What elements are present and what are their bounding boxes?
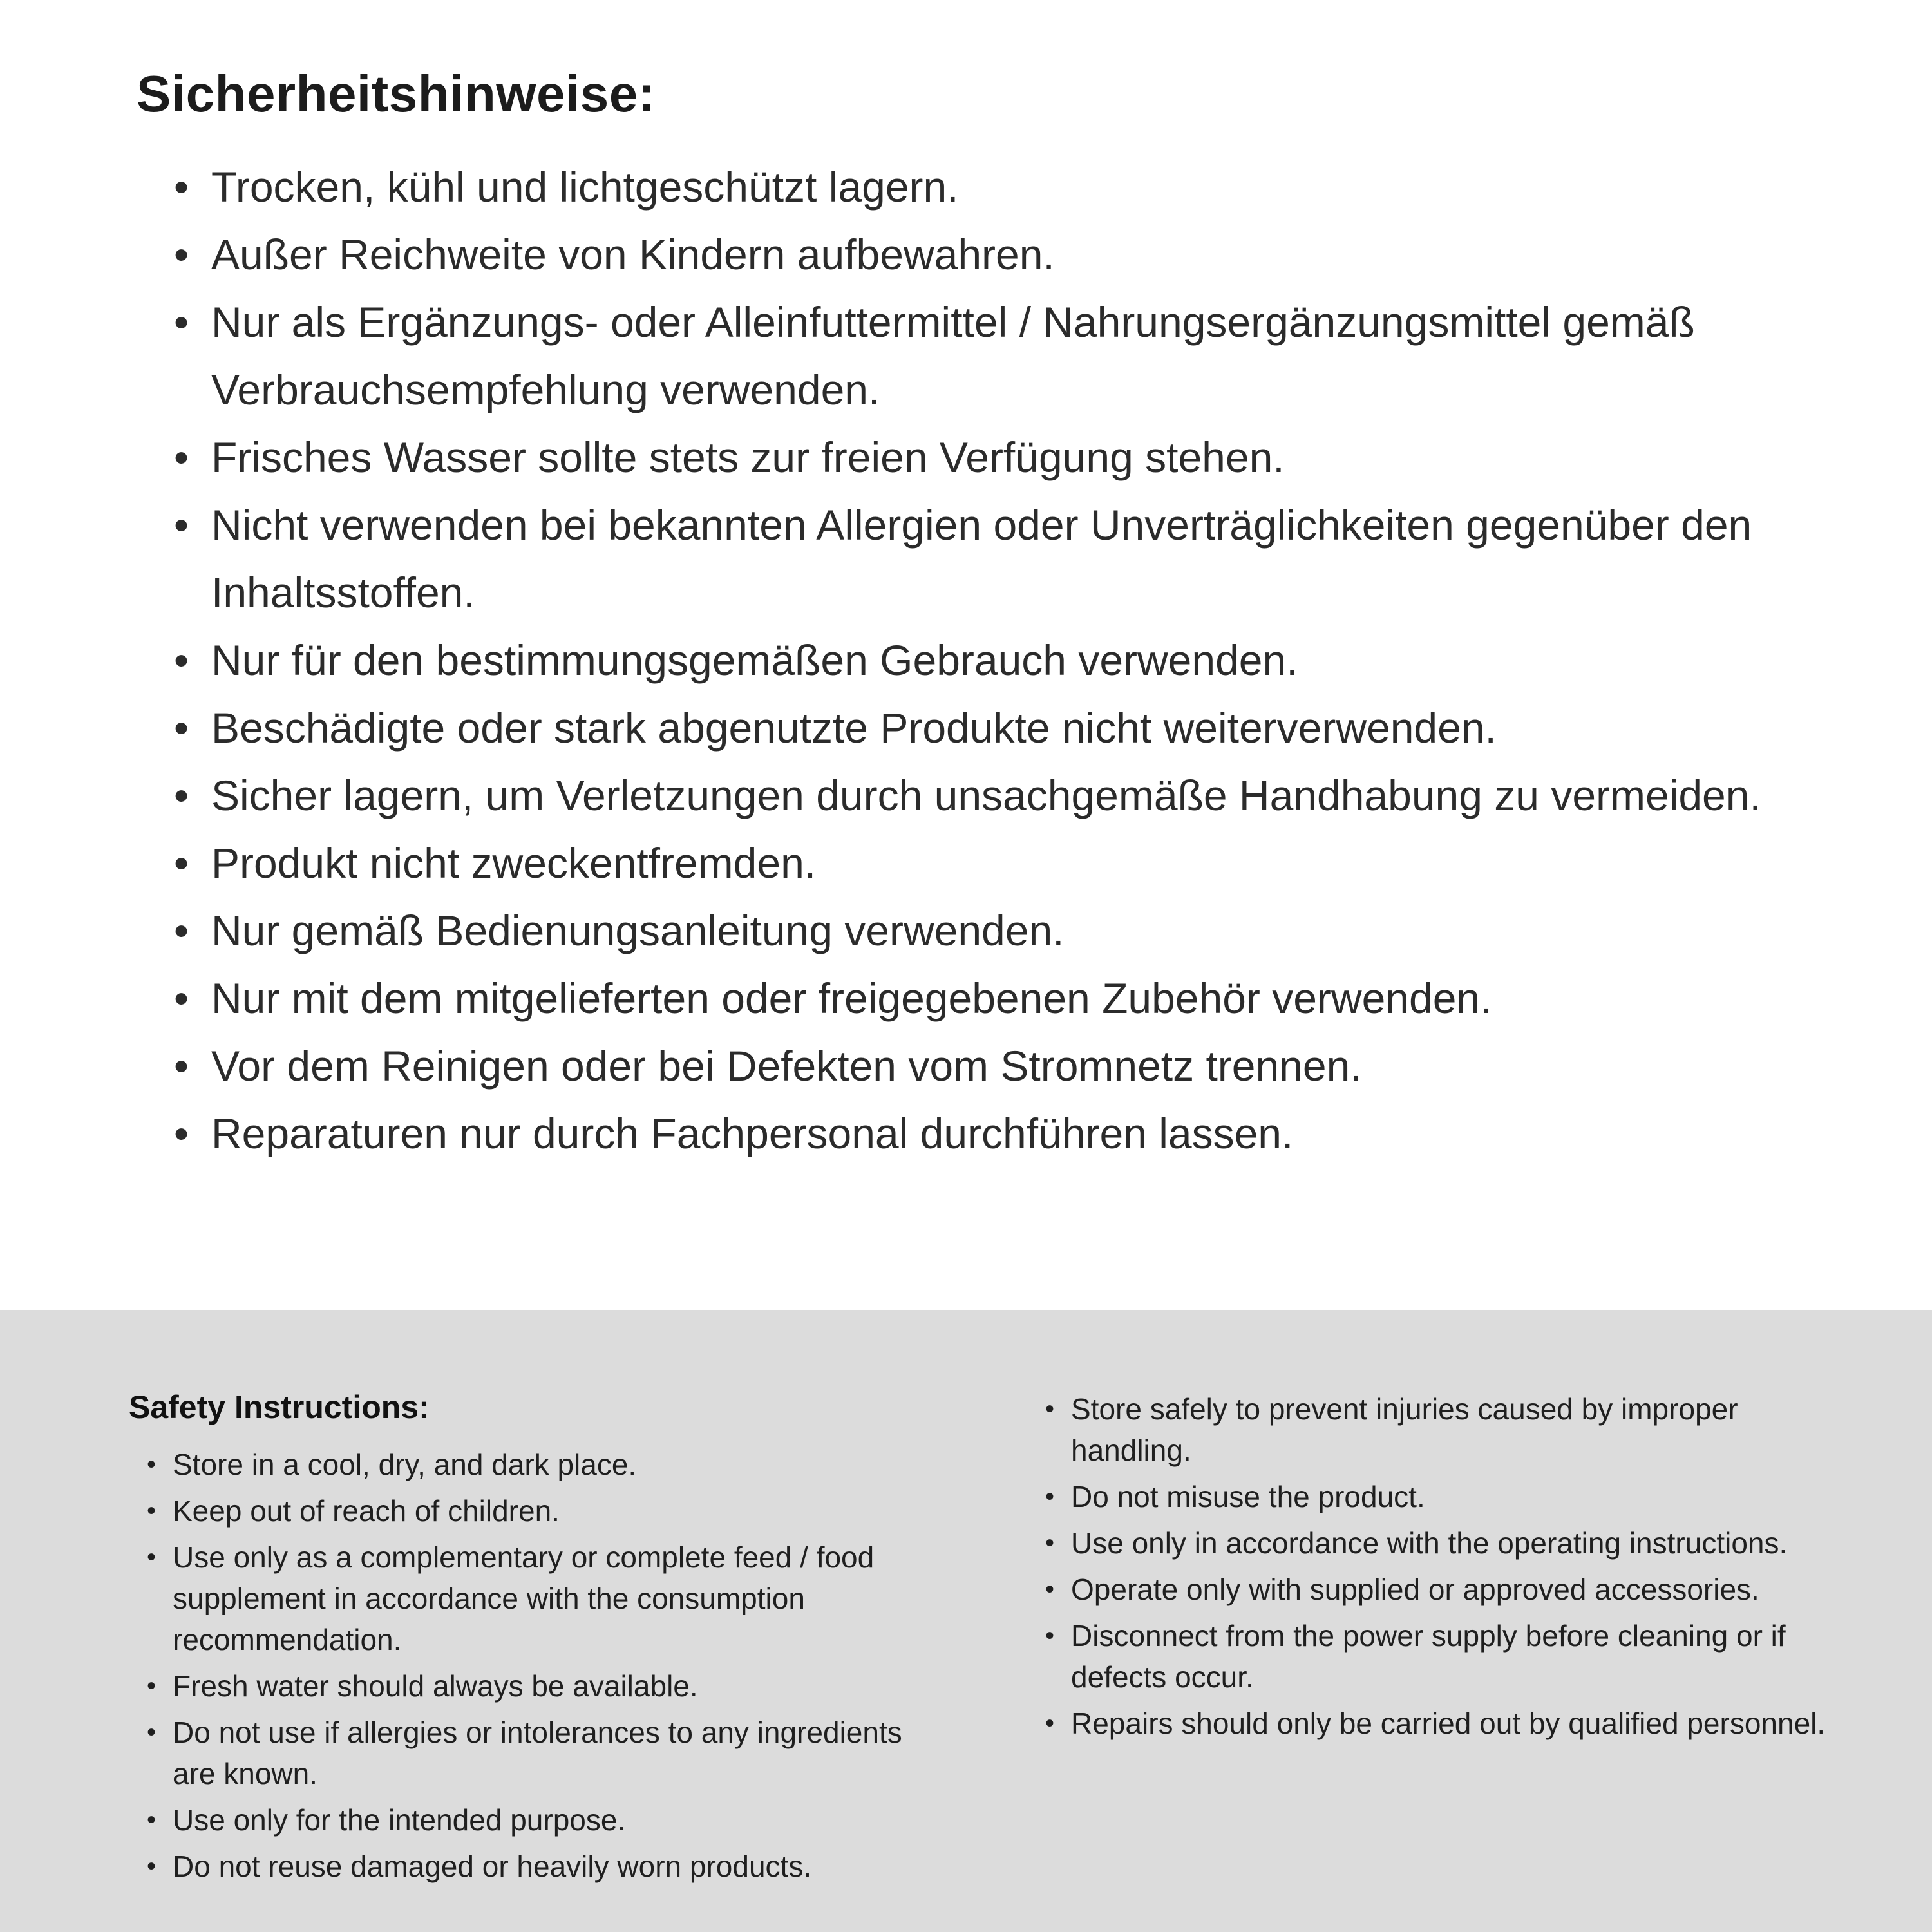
english-safety-item-text: Do not use if allergies or intolerances to any ingredients are known. [173,1716,902,1790]
bullet-icon [137,1100,211,1168]
german-safety-item-text: Vor dem Reinigen oder bei Defekten vom Stromnetz trennen. [211,1042,1362,1090]
bullet-icon [129,1712,173,1753]
german-safety-item [137,153,1824,221]
german-safety-item [137,1032,1824,1100]
german-safety-item-text: Nur für den bestimmungsgemäßen Gebrauch verwenden. [211,636,1298,684]
german-safety-item [137,965,1824,1032]
english-safety-item [1027,1388,1829,1471]
bullet-icon [137,289,211,356]
german-safety-item-text: Trocken, kühl und lichtgeschützt lagern. [211,163,959,211]
english-safety-item-text: Fresh water should always be available. [173,1669,698,1703]
bullet-icon [129,1846,173,1887]
bullet-icon [129,1665,173,1707]
german-safety-item-text: Frisches Wasser sollte stets zur freien Verfügung stehen. [211,433,1285,481]
bullet-icon [137,694,211,762]
english-safety-item-text: Do not reuse damaged or heavily worn products. [173,1850,812,1883]
german-safety-item [137,897,1824,965]
bullet-icon [137,491,211,559]
english-safety-item-text: Operate only with supplied or approved accessories. [1071,1573,1759,1606]
german-safety-item-text: Sicher lagern, um Verletzungen durch unsachgemäße Handhabung zu vermeiden. [211,772,1761,819]
bullet-icon [137,829,211,897]
bullet-icon [1027,1522,1071,1564]
german-safety-item-text: Reparaturen nur durch Fachpersonal durchführen lassen. [211,1110,1294,1157]
english-section-title: Safety Instructions: [129,1389,430,1425]
german-safety-item-text: Produkt nicht zweckentfremden. [211,839,817,887]
english-safety-item-text: Store safely to prevent injuries caused by improper handling. [1071,1392,1738,1467]
german-safety-item-text: Beschädigte oder stark abgenutzte Produkte nicht weiterverwenden. [211,704,1497,752]
english-safety-item [129,1712,931,1794]
english-safety-item [129,1665,931,1707]
english-safety-item-text: Keep out of reach of children. [173,1494,560,1528]
german-safety-item-text: Nur gemäß Bedienungsanleitung verwenden. [211,907,1065,954]
german-safety-item-text: Nur als Ergänzungs- oder Alleinfuttermittel / Nahrungsergänzungsmittel gemäß Verbrauchsempfehlung verwenden. [211,298,1695,413]
english-safety-item [129,1799,931,1841]
german-safety-item [137,491,1824,627]
german-safety-item [137,762,1824,829]
bullet-icon [137,424,211,491]
english-left-column [129,1388,931,1892]
german-section-title: Sicherheitshinweise: [137,65,656,122]
english-safety-section [0,1310,1932,1932]
english-safety-item-text: Use only as a complementary or complete feed / food supplement in accordance with the consumption recommendation. [173,1540,875,1656]
english-safety-item [1027,1522,1829,1564]
english-safety-item-text: Do not misuse the product. [1071,1480,1425,1513]
bullet-icon [1027,1476,1071,1517]
german-safety-item-text: Nur mit dem mitgelieferten oder freigegebenen Zubehör verwenden. [211,974,1492,1022]
english-safety-item [1027,1615,1829,1698]
german-safety-item [137,289,1824,424]
bullet-icon [137,153,211,221]
bullet-icon [129,1444,173,1485]
bullet-icon [137,627,211,694]
bullet-icon [1027,1615,1071,1656]
bullet-icon [129,1490,173,1531]
bullet-icon [129,1799,173,1841]
german-safety-item [137,627,1824,694]
english-safety-item [1027,1476,1829,1517]
bullet-icon [137,897,211,965]
bullet-icon [1027,1703,1071,1744]
english-safety-item [1027,1569,1829,1610]
english-right-column [1027,1388,1829,1749]
english-safety-item-text: Use only in accordance with the operating instructions. [1071,1526,1788,1560]
bullet-icon [129,1537,173,1578]
english-safety-item-text: Use only for the intended purpose. [173,1803,626,1837]
german-safety-item [137,1100,1824,1168]
english-safety-item [129,1846,931,1887]
german-safety-item [137,221,1824,289]
german-safety-item [137,829,1824,897]
english-safety-item-text: Store in a cool, dry, and dark place. [173,1448,637,1481]
bullet-icon [137,1032,211,1100]
bullet-icon [137,221,211,289]
german-safety-item-text: Nicht verwenden bei bekannten Allergien oder Unverträglichkeiten gegenüber den Inhaltsstoffen. [211,501,1752,616]
german-safety-list [137,153,1824,1168]
english-safety-item [1027,1703,1829,1744]
bullet-icon [1027,1388,1071,1430]
bullet-icon [137,965,211,1032]
bullet-icon [1027,1569,1071,1610]
english-safety-item-text: Disconnect from the power supply before cleaning or if defects occur. [1071,1619,1786,1694]
english-safety-item [129,1490,931,1531]
english-safety-item [129,1444,931,1485]
english-safety-item [129,1537,931,1660]
german-safety-item [137,424,1824,491]
german-safety-item [137,694,1824,762]
german-safety-item-text: Außer Reichweite von Kindern aufbewahren. [211,231,1055,278]
english-safety-item-text: Repairs should only be carried out by qualified personnel. [1071,1707,1826,1740]
bullet-icon [137,762,211,829]
